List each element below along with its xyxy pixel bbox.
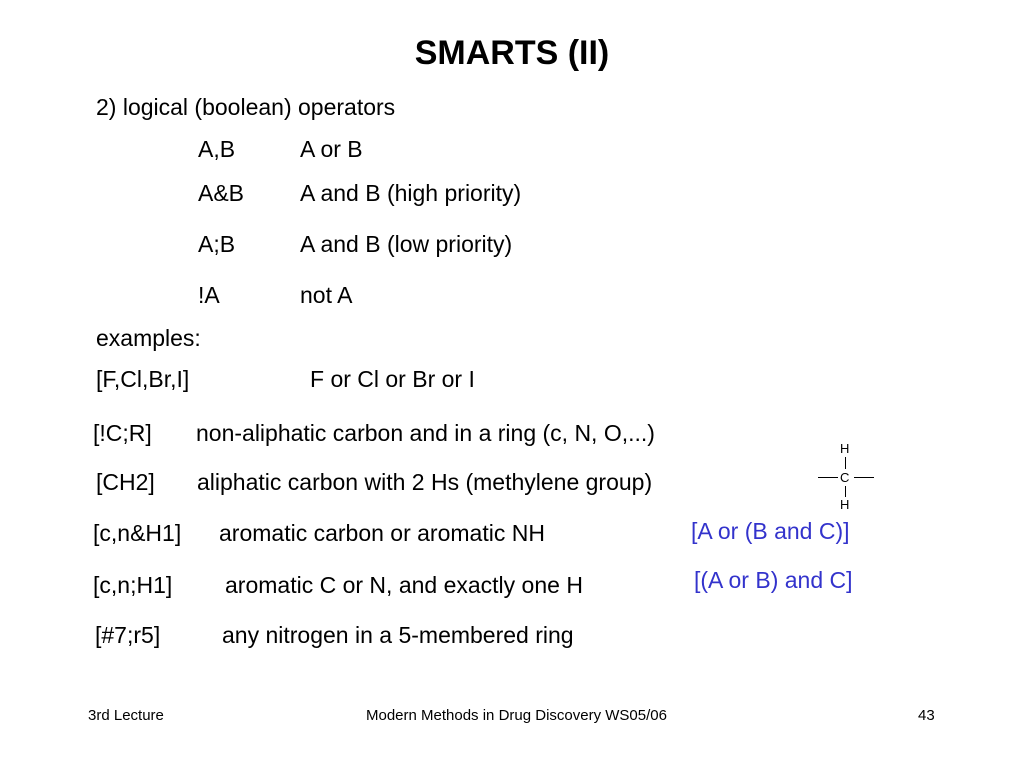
example-description: any nitrogen in a 5-membered ring [222, 622, 574, 648]
annotation-or-priority: [(A or B) and C] [694, 567, 853, 593]
operator-meaning: A and B (low priority) [300, 231, 513, 257]
operator-symbol: A,B [198, 136, 236, 162]
bond-bottom [845, 486, 846, 497]
example-pattern: [c,n;H1] [93, 572, 173, 598]
example-description: F or Cl or Br or I [310, 366, 475, 392]
footer-lecture: 3rd Lecture [88, 707, 164, 724]
operator-symbol: !A [198, 282, 220, 308]
operator-meaning: not A [300, 282, 353, 308]
hydrogen-bottom: H [840, 497, 850, 512]
example-description: aliphatic carbon with 2 Hs (methylene group) [197, 469, 653, 495]
operator-meaning: A and B (high priority) [300, 180, 522, 206]
carbon-center: C [840, 470, 850, 485]
operator-symbol: A;B [198, 231, 236, 257]
example-pattern: [#7;r5] [95, 622, 161, 648]
bond-top [845, 457, 846, 469]
example-pattern: [!C;R] [93, 420, 152, 446]
example-description: non-aliphatic carbon and in a ring (c, N, O,...) [196, 420, 655, 446]
section-heading: 2) logical (boolean) operators [96, 94, 396, 120]
example-pattern: [F,Cl,Br,I] [96, 366, 190, 392]
footer-course: Modern Methods in Drug Discovery WS05/06 [366, 707, 667, 724]
examples-label: examples: [96, 325, 201, 351]
bond-right [854, 477, 874, 478]
footer-page-number: 43 [918, 707, 935, 724]
example-description: aromatic C or N, and exactly one H [225, 572, 583, 598]
slide-title: SMARTS (II) [414, 34, 610, 72]
example-pattern: [CH2] [96, 469, 155, 495]
operator-symbol: A&B [198, 180, 245, 206]
bond-left [818, 477, 838, 478]
example-pattern: [c,n&H1] [93, 520, 182, 546]
annotation-and-priority: [A or (B and C)] [691, 518, 850, 544]
example-description: aromatic carbon or aromatic NH [219, 520, 545, 546]
hydrogen-top: H [840, 441, 850, 456]
operator-meaning: A or B [300, 136, 363, 162]
